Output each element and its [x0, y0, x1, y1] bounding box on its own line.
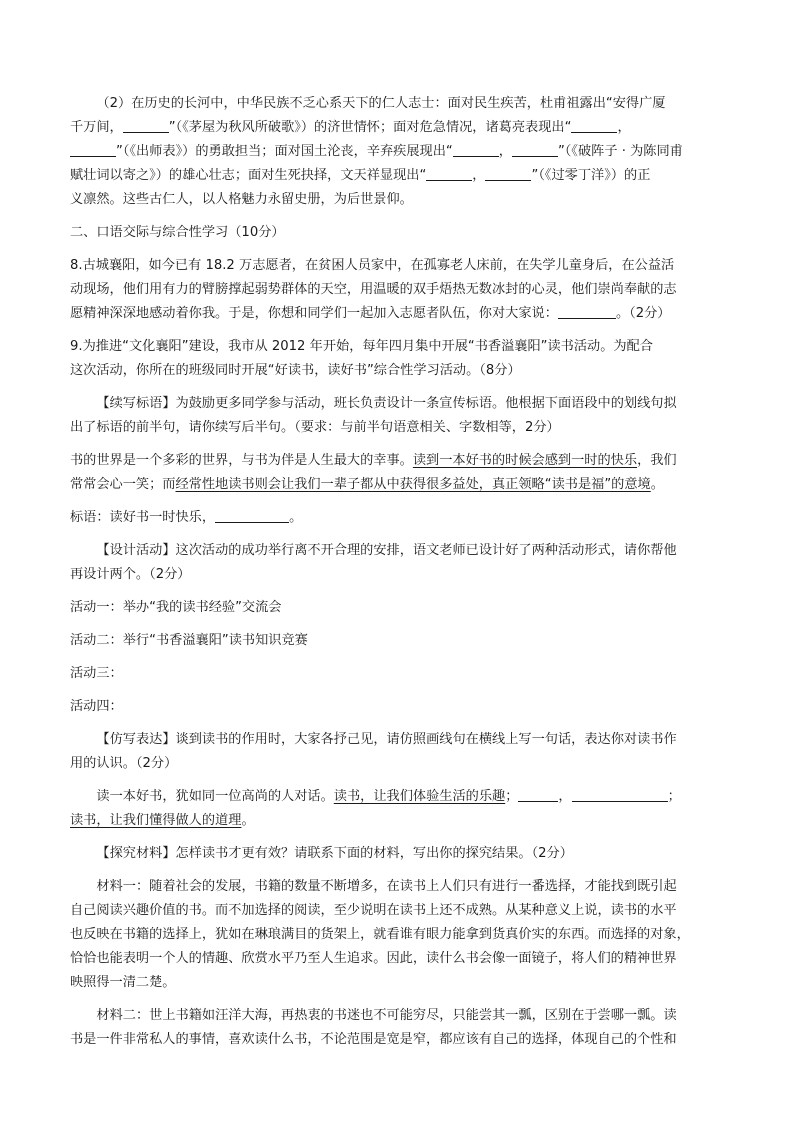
question-8: [70, 254, 730, 326]
underlined-sentence: 经常性地读书则会让我们一辈子都从中获得很多益处，真正领略“读书是福”的意境: [175, 477, 651, 492]
q8-line-1: 8.古城襄阳，如今已有 18.2 万志愿者，在贫困人员家中，在孤寡老人床前，在失学儿童身后，在公益活: [70, 258, 675, 273]
slogan-task: [70, 392, 730, 440]
q7-line-4: [70, 164, 730, 188]
imitate-passage-line-1: [70, 785, 730, 809]
q8-text: 。（2分）: [615, 306, 671, 321]
activity-4: 活动四：: [70, 699, 123, 714]
slogan-answer: [70, 506, 730, 530]
slogan-answer-end: 。: [289, 510, 303, 525]
question-9: [70, 335, 730, 383]
passage-text: ，我们: [637, 453, 677, 468]
material-2-line-1: 材料二：世上书籍如汪洋大海，再热衷的书迷也不可能穷尽，只能尝其一瓢，区别在于尝哪一瓢。读: [96, 1008, 677, 1023]
slogan-passage-line-1: [70, 449, 730, 473]
material-2-line-2: 书是一件非常私人的事情，喜欢读什么书，不论范围是宽是窄，都应该有自己的选择，体现自己的个性和: [70, 1032, 677, 1047]
slogan-answer-label: 标语：读好书一时快乐，: [70, 510, 216, 525]
answer-blank[interactable]: [485, 167, 531, 181]
material-1: [70, 875, 730, 995]
answer-blank[interactable]: [558, 305, 616, 319]
imitate-line-1: 【仿写表达】谈到读书的作用时，大家各抒己见，请仿照画线句在横线上写一句话，表达你对读书作: [96, 732, 677, 747]
imitate-passage: [70, 785, 730, 833]
q9-line-2: 这次活动，你所在的班级同时开展“好读书，读好书”综合性学习活动。（8分）: [70, 363, 521, 378]
design-line-1: 【设计活动】这次活动的成功举行离不开合理的安排，语文老师已设计好了两种活动形式，请你帮他: [96, 543, 677, 558]
q8-line-3: [70, 302, 730, 326]
slogan-passage-line-2: [70, 473, 730, 497]
q7-text: 千万间，: [70, 120, 123, 135]
underlined-sentence: 读书，让我们体验生活的乐趣: [333, 789, 506, 804]
answer-blank[interactable]: [123, 119, 169, 133]
answer-blank[interactable]: [512, 143, 558, 157]
activity-2: 活动二：举行“书香溢襄阳”读书知识竞赛: [70, 633, 308, 648]
passage-text: ，: [558, 789, 572, 804]
q7-text: ”（《出师表》）的勇敢担当；面对国土沦丧，辛弃疾展现出“: [116, 144, 453, 159]
imitate-passage-line-2: [70, 809, 730, 833]
passage-text: 。: [650, 477, 664, 492]
answer-blank[interactable]: [70, 143, 116, 157]
q9-line-1: 9.为推进“文化襄阳”建设，我市从 2012 年开始，每年四月集中开展“书香溢襄阳”读书活动。为配合: [70, 339, 653, 354]
q7-line-5: 义凛然。这些古仁人，以人格魅力永留史册，为后世景仰。: [70, 192, 413, 207]
q7-line-2: [70, 116, 730, 140]
q8-text: 愿精神深深地感动着你我。于是，你想和同学们一起加入志愿者队伍，你对大家说：: [70, 306, 558, 321]
design-task: [70, 539, 730, 587]
answer-blank[interactable]: [453, 143, 499, 157]
material-1-line-5: 映照得一清二楚。: [70, 975, 176, 990]
answer-blank[interactable]: [426, 167, 472, 181]
passage-text: 书的世界是一个多彩的世界，与书为伴是人生最大的幸事。: [70, 453, 413, 468]
q7-text: 赋壮词以寄之》）的雄心壮志；面对生死抉择，文天祥显现出“: [70, 168, 427, 183]
q8-line-2: 动现场，他们用有力的臂膀撑起弱势群体的天空，用温暖的双手焐热无数冰封的心灵，他们崇尚奉献的志: [70, 282, 677, 297]
imitate-task: [70, 728, 730, 776]
q7-line-1: （2）在历史的长河中，中华民族不乏心系天下的仁人志士：面对民生疾苦，杜甫祖露出“安得广厦: [96, 96, 666, 111]
q7-text: ”（《破阵子 · 为陈同甫: [557, 144, 683, 159]
section-2-title: 二、口语交际与综合性学习（10分）: [70, 225, 285, 240]
slogan-line-1: 【续写标语】为鼓励更多同学参与活动，班长负责设计一条宣传标语。他根据下面语段中的划线句拟: [96, 396, 677, 411]
q7-text: ，: [472, 168, 486, 183]
activity-1: 活动一：举办“我的读书经验”交流会: [70, 600, 282, 615]
material-1-line-4: 恰恰也能表明一个人的情趣、欣赏水平乃至人生追求。因此，读什么书会像一面镜子，将人们的精神世界: [70, 951, 677, 966]
q7-text: ”（《茅屋为秋风所破歌》）的济世情怀；面对危急情况，诸葛亮表现出“: [168, 120, 572, 135]
answer-blank[interactable]: [518, 788, 558, 802]
passage-text: ；: [505, 789, 519, 804]
q7-line-3: [70, 140, 730, 164]
exam-page: [70, 92, 730, 1052]
q7-text: ”（《过零丁洋》）的正: [531, 168, 651, 183]
explore-task: 【探究材料】怎样读书才更有效？请联系下面的材料，写出你的探究结果。（2分）: [96, 846, 573, 861]
imitate-line-2: 用的认识。（2分）: [70, 756, 178, 771]
material-1-line-3: 也反映在书籍的选择上，犹如在琳琅满目的货架上，就看谁有眼力能拿到货真价实的东西。而选择的对象，: [70, 927, 690, 942]
slogan-line-2: 出了标语的前半句，请你续写后半句。（要求：与前半句语意相关、字数相等，2分）: [70, 420, 560, 435]
underlined-sentence: 读书，让我们懂得做人的道理: [70, 813, 242, 828]
slogan-passage: [70, 449, 730, 497]
answer-blank[interactable]: [215, 509, 289, 523]
passage-text: 。: [241, 813, 255, 828]
material-1-line-2: 自己阅读兴趣价值的书。而不加选择的阅读，至少说明在读书上还不成熟。从某种意义上说，读书的水平: [70, 903, 677, 918]
q7-text: ，: [617, 120, 631, 135]
material-2: [70, 1004, 730, 1052]
question-7-part-2: [70, 92, 730, 212]
q7-text: ，: [498, 144, 512, 159]
activity-3: 活动三：: [70, 666, 123, 681]
answer-blank[interactable]: [572, 788, 668, 802]
underlined-sentence: 读到一本好书的时候会感到一时的快乐: [412, 453, 638, 468]
passage-text: 常常会心一笑；而: [70, 477, 176, 492]
material-1-line-1: 材料一：随着社会的发展，书籍的数量不断增多，在读书上人们只有进行一番选择，才能找到既引起: [96, 879, 677, 894]
design-line-2: 再设计两个。（2分）: [70, 567, 191, 582]
passage-text: 读一本好书，犹如同一位高尚的人对话。: [96, 789, 334, 804]
passage-text: ；: [667, 789, 681, 804]
answer-blank[interactable]: [571, 119, 617, 133]
